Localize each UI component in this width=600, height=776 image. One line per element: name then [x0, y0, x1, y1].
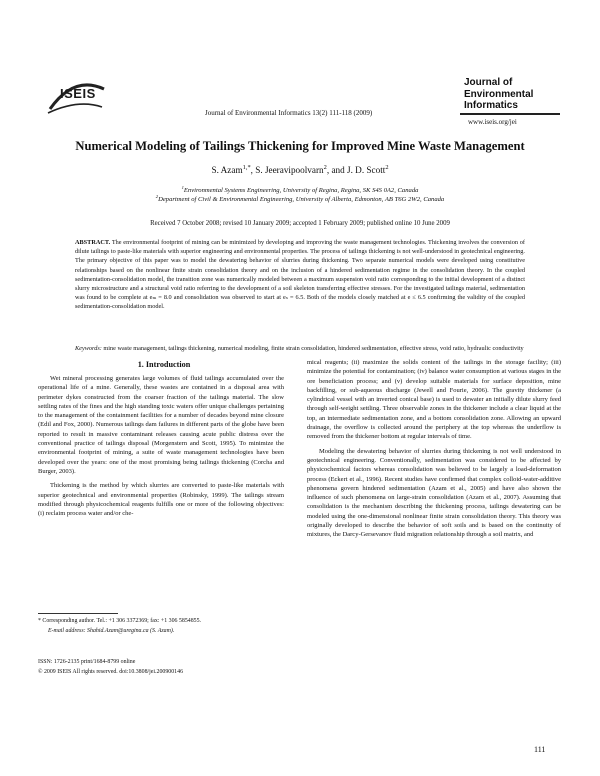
- paper-authors: S. Azam$^{1,*}$, S. Jeeravipoolvarn$^2$, and J. D. Scott$^2$: [211, 163, 389, 175]
- logo-text: ISEIS: [60, 86, 96, 101]
- corresponding-author-note: * Corresponding author. Tel.: +1 306 3372369; fax: +1 306 5854855.: [38, 618, 202, 624]
- right-paragraph-2: Modeling the dewatering behavior of slurries during thickening is not well understood in geotechnical engineering. Conventionally, sedimentation was considered to be affected by physicochemical factors whereas consolidation was believed to be largely a load-deformation process (Eckert et al., 1996). Recent studies have confirmed that complex colloid-water-additive phenomena govern hindered sedimentation (Azam et al., 2005) and have also shown the influence of such phenomena on large-strain consolidation (Azam et al., 2007). Assuming that consolidation is the mechanism describing the thickening process, tailings dewatering can be modeled using the one-dimensional nonlinear finite strain consolidation theory. This theory was originally developed to describe the behavior of soft soils and is based on the continuity of mixtures, the Darcy-Gersevanov fluid migration relationship through a soil matrix, and: [307, 447, 561, 539]
- left-column: [38, 374, 284, 518]
- abstract-label: ABSTRACT.: [75, 239, 111, 246]
- publication-dates: Received 7 October 2008; revised 10 January 2009; accepted 1 February 2009; published online 10 June 2009: [150, 220, 450, 227]
- keywords-text: mine waste management, tailings thickening, numerical modeling, finite strain consolidation, hindered sedimentation, effective stress, void ratio, hydraulic conductivity: [103, 345, 524, 352]
- journal-name: [464, 77, 564, 112]
- footnote-rule: [38, 613, 118, 614]
- abstract-text: The environmental footprint of mining can be minimized by developing and improving the waste management technologies. Thickening involves the conversion of dilute tailings to paste-like materials with superior engineering and environmental properties. The process of tailings thickening is not well-understood in geotechnical engineering. The primary objective of this paper was to model the dewatering behavior of slurries during thickening. Two separate numerical models were developed using constitutive relationships based on the nonlinear finite strain consolidation theory and on the inclusion of a hindered sedimentation regime in the consolidation theory. In the coupled sedimentation-consolidation model, the transition zone was numerically modeled between a maximum suspension void ratio corresponding to the initial development of a distinct slurry microstructure and a structural void ratio referring to the development of a soil skeleton transferring effective stresses. For the investigated tailings material, sedimentation was found to be complete at eₘ = 8.0 and consolidation was observed to start at eₛ = 6.5. Both of the models closely matched at e ≤ 6.5 confirming the validity of the coupled sedimentation-consolidation model.: [75, 239, 526, 311]
- right-paragraph-1: mical reagents; (ii) maximize the solids content of the tailings in the storage facility; (iii) minimize the potential for contamination; (iv) balance water consumption at various stages in the ore beneficiation process; and (v) develop suitable materials for surface deposition, mine backfilling, or sub-aqueous discharge (Jewell and Fourie, 2006). The gravity thickener (a cylindrical vessel with an inverted conical base) is used to dewater an initially dilute slurry feed through self-weight settling. Three observable zones in the thickener include a clear liquid at the top, an intermediate sedimentation zone, and a bottom consolidation zone. Allowing an upward drainage, the overflow is collected around the periphery at the top whereas the underflow is removed from the thickener bottom at regular intervals of time.: [307, 359, 561, 441]
- affiliation-2: $^2$Department of Civil & Environmental Engineering, University of Alberta, Edmonton, AB T6G 2W2, Canada: [155, 193, 445, 203]
- section-heading: 1. Introduction: [137, 360, 191, 369]
- journal-rule: [460, 113, 560, 115]
- copyright-line: © 2009 ISEIS All rights reserved. doi:10.3808/jei.200900146: [38, 669, 184, 675]
- keywords: [75, 344, 525, 353]
- journal-url[interactable]: www.iseis.org/jei: [468, 118, 517, 126]
- iseis-logo: [44, 79, 108, 115]
- journal-name-line1: Journal of: [464, 77, 513, 88]
- keywords-label: Keywords:: [75, 345, 102, 352]
- journal-name-line2: Environmental: [464, 88, 534, 100]
- email-note: E-mail address: Shahid.Azam@uregina.ca (S. Azam).: [48, 628, 175, 634]
- page-number: 111: [534, 745, 546, 754]
- left-paragraph-2: Thickening is the method by which slurries are converted to paste-like materials with superior geotechnical and environmental properties (Robinsky, 1999). The tailings stream modified through physicochemical reagents fulfills one or more of the following objectives: (i) reclaim process water and/or che-: [38, 482, 284, 518]
- issn-line: ISSN: 1726-2135 print/1684-8799 online: [38, 659, 136, 665]
- left-paragraph-1: Wet mineral processing generates large volumes of fluid tailings accumulated over the operational life of a mine. Generally, these wastes are contained in a disposal area with perimeter dykes constructed from the coarser fraction of the tailings material. The slow settling rates of the fines and the high standing toxic waters offer unique challenges pertaining to the management of the containment facilities for a number of decades beyond mine closure (Edil and Fox, 2000). Numerous tailings dam failures in different parts of the globe have been reported to result in massive contaminant releases causing acute public distress over the conventional practice of tailings disposal (Morgenstern and Scott, 1995). To minimize the environmental footprint of mining, a suite of waste management technologies have been developed over the years: one of the most promising being tailings thickening (Corcha and Burger, 2003).: [38, 375, 284, 475]
- journal-name-line3: Informatics: [464, 100, 518, 111]
- abstract: [75, 238, 525, 312]
- journal-citation: Journal of Environmental Informatics 13(2) 111-118 (2009): [205, 109, 373, 117]
- affiliation-1: $^1$Environmental Systems Engineering, University of Regina, Regina, SK S4S 0A2, Canada: [181, 184, 419, 194]
- right-column: [307, 358, 561, 540]
- paper-title: Numerical Modeling of Tailings Thickening for Improved Mine Waste Management: [75, 139, 525, 153]
